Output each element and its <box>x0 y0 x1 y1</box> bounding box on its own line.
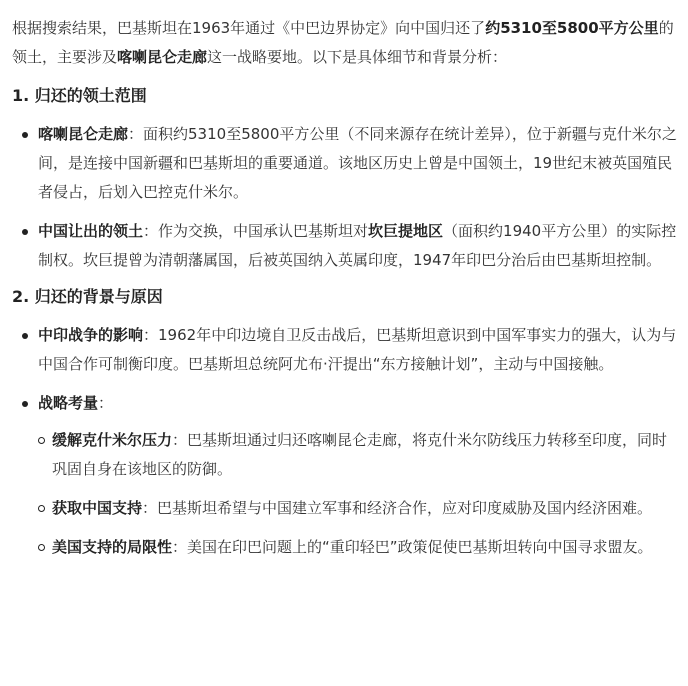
list-item <box>12 321 678 379</box>
intro-corridor-bold: 喀喇昆仑走廊 <box>117 48 208 66</box>
intro-paragraph <box>12 14 678 72</box>
bullet-list <box>12 321 678 562</box>
intro-text-3: 这一战略要地。以下是具体细节和背景分析： <box>207 48 508 66</box>
section-background-reasons <box>12 285 678 562</box>
subitem-text: ：巴基斯坦希望与中国建立军事和经济合作，应对印度威胁及国内经济困难。 <box>142 499 653 517</box>
sub-list-item <box>38 494 678 523</box>
sub-list-item <box>38 533 678 562</box>
item-text: ： <box>98 394 114 412</box>
intro-text-2: 的领土，主要涉及 <box>12 19 674 66</box>
list-item <box>12 389 678 562</box>
section-heading: 2. 归还的背景与原因 <box>12 287 163 306</box>
section-heading: 1. 归还的领土范围 <box>12 86 147 105</box>
item-label: 战略考量 <box>38 394 99 412</box>
item-text: （面积约1940平方公里）的实际控制权。坎巨提曾为清朝藩属国，后被英国纳入英属印度，1947年印巴分治后由巴基斯坦控制。 <box>38 222 677 269</box>
item-label: 喀喇昆仑走廊 <box>38 125 129 143</box>
section-territory-scope <box>12 84 678 275</box>
bullet-list <box>12 120 678 275</box>
intro-text-1: 根据搜索结果，巴基斯坦在1963年通过《中巴边界协定》向中国归还了 <box>12 19 486 37</box>
item-text: ：1962年中印边境自卫反击战后，巴基斯坦意识到中国军事实力的强大，认为与中国合作可制衡印度。巴基斯坦总统阿尤布·汗提出“东方接触计划”，主动与中国接触。 <box>38 326 677 373</box>
sub-list-item <box>38 426 678 484</box>
subitem-label: 缓解克什米尔压力 <box>52 431 173 449</box>
item-label: 中印战争的影响 <box>38 326 144 344</box>
subitem-label: 美国支持的局限性 <box>52 538 173 556</box>
item-label: 中国让出的领土 <box>38 222 144 240</box>
item-text: ：面积约5310至5800平方公里（不同来源存在统计差异），位于新疆与克什米尔之间，是连接中国新疆和巴基斯坦的重要通道。该地区历史上曾是中国领土，19世纪末被英国殖民者侵占，后划入巴控克什米尔。 <box>38 125 677 201</box>
intro-area-bold: 约5310至5800平方公里 <box>485 19 659 37</box>
list-item <box>12 217 678 275</box>
item-inline-bold: 坎巨提地区 <box>368 222 444 240</box>
subitem-text: ：巴基斯坦通过归还喀喇昆仑走廊，将克什米尔防线压力转移至印度，同时巩固自身在该地区的防御。 <box>52 431 668 478</box>
list-item <box>12 120 678 207</box>
subitem-label: 获取中国支持 <box>52 499 143 517</box>
sub-bullet-list <box>38 426 678 562</box>
item-text: ：作为交换，中国承认巴基斯坦对 <box>143 222 369 240</box>
subitem-text: ：美国在印巴问题上的“重印轻巴”政策促使巴基斯坦转向中国寻求盟友。 <box>172 538 653 556</box>
